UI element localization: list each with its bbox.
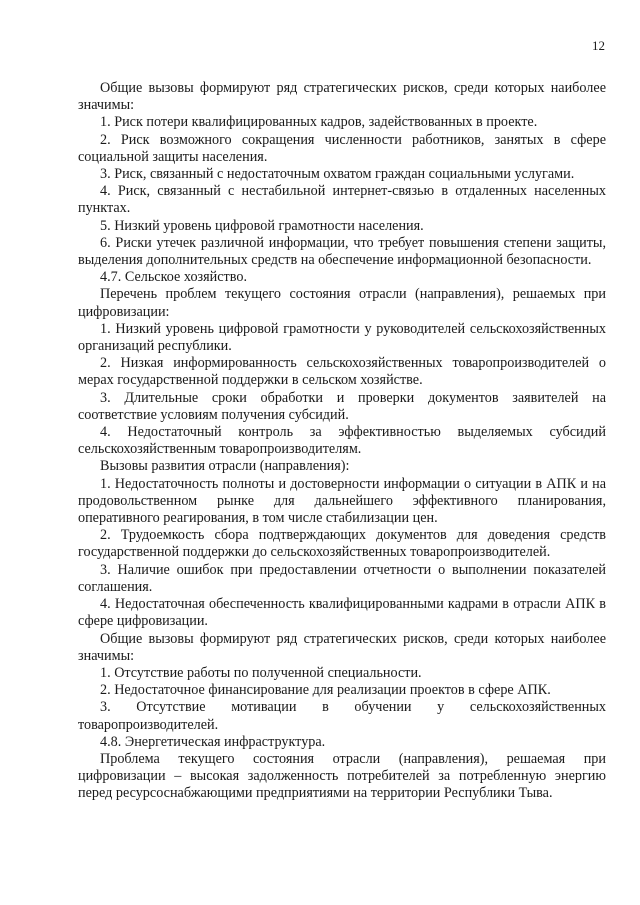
list-item: 2. Риск возможного сокращения численности работников, занятых в сфере социальной защиты населения. (78, 131, 606, 165)
list-item: 5. Низкий уровень цифровой грамотности населения. (100, 217, 424, 234)
document-body (78, 80, 606, 803)
section-heading-agriculture: 4.7. Сельское хозяйство. (100, 269, 248, 286)
list-item: 1. Низкий уровень цифровой грамотности у руководителей сельскохозяйственных организаций республики. (78, 320, 606, 355)
list-item: 2. Низкая информированность сельскохозяйственных товаропроизводителей о мерах государственной поддержки в сельском хозяйстве. (78, 355, 606, 389)
list-item: 2. Недостаточное финансирование для реализации проектов в сфере АПК. (100, 682, 551, 699)
paragraph-risks-intro: Общие вызовы формируют ряд стратегических рисков, среди которых наиболее значимы: (78, 80, 606, 114)
list-item: 3. Длительные сроки обработки и проверки документов заявителей на соответствие условиям получения субсидий. (78, 389, 606, 423)
list-item: 1. Недостаточность полноты и достоверности информации о ситуации в АПК и на продовольственном рынке для дальнейшего эффективного планирования, оперативного реагирования, в том числе стабилизации цен. (78, 475, 606, 527)
list-item: 1. Риск потери квалифицированных кадров, задействованных в проекте. (100, 114, 538, 131)
list-item: 1. Отсутствие работы по полученной специальности. (100, 664, 422, 681)
list-item: 3. Отсутствие мотивации в обучении у сельскохозяйственных товаропроизводителей. (78, 699, 606, 733)
list-item: 4. Недостаточная обеспеченность квалифицированными кадрами в отрасли АПК в сфере цифровизации. (78, 596, 606, 630)
section-heading-energy: 4.8. Энергетическая инфраструктура. (100, 733, 326, 750)
list-item: 6. Риски утечек различной информации, что требует повышения степени защиты, выделения дополнительных средств на обеспечение информационной безопасности. (78, 234, 606, 269)
list-item: 3. Риск, связанный с недостаточным охватом граждан социальными услугами. (100, 166, 575, 183)
list-item: 4. Недостаточный контроль за эффективностью выделяемых субсидий сельскохозяйственным товаропроизводителям. (78, 424, 606, 458)
paragraph-problems-intro: Перечень проблем текущего состояния отрасли (направления), решаемых при цифровизации: (78, 286, 606, 320)
paragraph-energy-problem: Проблема текущего состояния отрасли (направления), решаемая при цифровизации – высокая задолженность потребителей за потребленную энергию перед ресурсоснабжающими предприятиями на территории Республики Тыва. (78, 750, 606, 802)
page-number: 12 (592, 38, 605, 53)
list-item: 3. Наличие ошибок при предоставлении отчетности о выполнении показателей соглашения. (78, 561, 606, 595)
list-item: 2. Трудоемкость сбора подтверждающих документов для доведения средств государственной поддержки до сельскохозяйственных товаропроизводителей. (78, 527, 606, 561)
paragraph-risks-intro: Общие вызовы формируют ряд стратегических рисков, среди которых наиболее значимы: (78, 630, 606, 664)
list-item: 4. Риск, связанный с нестабильной интернет-связью в отдаленных населенных пунктах. (78, 183, 606, 217)
paragraph-challenges-intro: Вызовы развития отрасли (направления): (100, 458, 350, 475)
